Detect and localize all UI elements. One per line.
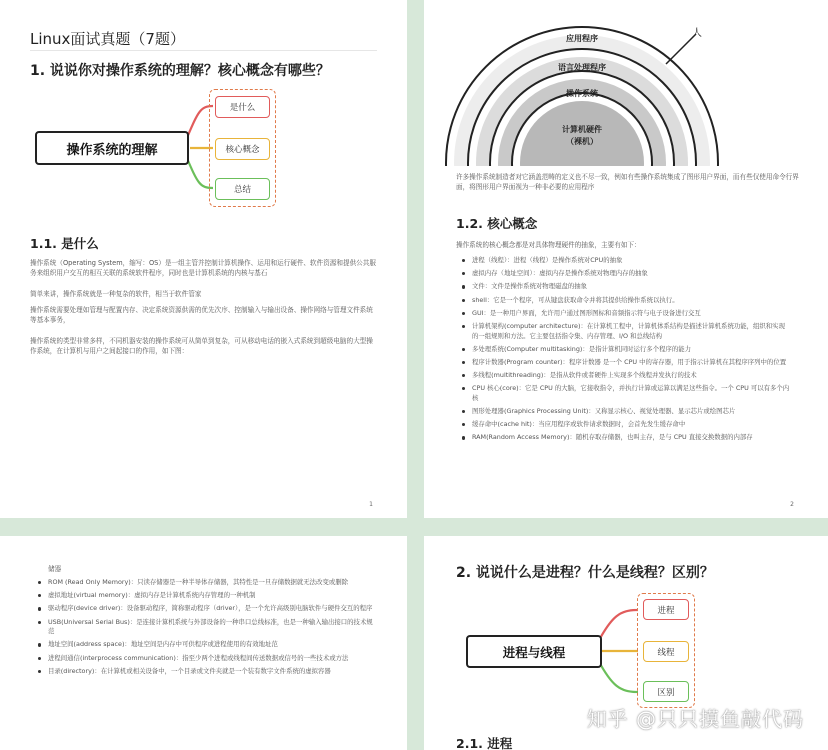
person-label: 人: [692, 28, 702, 39]
mindmap-center-node: 进程与线程: [466, 635, 602, 668]
continued-text: 储器: [48, 565, 62, 573]
page-3: [0, 536, 407, 750]
question-2-title: 2. 说说什么是进程？什么是线程？区别？: [456, 565, 714, 581]
layer-language-processors: 语言处理程序: [558, 63, 606, 72]
concept-list-continued: [36, 578, 376, 680]
list-item: CPU 核心(core)：它是 CPU 的大脑，它接收指令，并执行计算或运算以满足这些指令。一个 CPU 可以有多个内核: [460, 384, 790, 403]
intro: 操作系统的核心概念都是对具体物理硬件的抽象，主要有如下：: [456, 241, 641, 249]
list-item: 多线程(multithreading)：是指从软件或者硬件上实现多个线程并发执行的技术: [460, 371, 790, 381]
paragraph: 操作系统的类型非常多样，不同机器安装的操作系统可从简单到复杂，可从移动电话的嵌入式系统到超级电脑的大型操作系统，在计算机与用户之间起接口的作用，如下图：: [30, 337, 373, 355]
mindmap-connectors: [0, 0, 407, 230]
doc-title: Linux面试真题（7题）: [30, 30, 185, 48]
mindmap-node-process: 进程: [643, 599, 689, 620]
mindmap-node-thread: 线程: [643, 641, 689, 662]
os-layer-diagram: [424, 0, 828, 170]
page-1: [0, 0, 407, 518]
list-item: ROM (Read Only Memory)：只读存储器是一种半导体存储器，其特性是一旦存储数据就无法改变或删除: [36, 578, 376, 588]
mindmap-node-concepts: 核心概念: [215, 138, 270, 160]
list-item: 多处理系统(Computer multitasking)：是指计算机同时运行多个程序的能力: [460, 345, 790, 355]
paragraph: 操作系统需要处理如管理与配置内存、决定系统资源供需的优先次序、控制输入与输出设备、操作网络与管理文件系统等基本事务，: [30, 306, 373, 324]
page-4: [424, 536, 828, 750]
page-2: [424, 0, 828, 518]
list-item: 驱动程序(device driver)：设备驱动程序，简称驱动程序（driver），是一个允许高级别电脑软件与硬件交互的程序: [36, 604, 376, 614]
section-2-1-title: 2.1. 进程: [456, 736, 513, 750]
caption: 许多操作系统制造者对它涵盖范畴的定义也不尽一致，例如有些操作系统集成了图形用户界面，而有些仅使用命令行界面，将图形用户界面视为一种非必要的应用程序: [456, 173, 799, 191]
question-1-title: 1. 说说你对操作系统的理解？核心概念有哪些？: [30, 63, 330, 79]
mindmap-center-node: 操作系统的理解: [35, 131, 189, 165]
mindmap-node-difference: 区别: [643, 681, 689, 702]
list-item: USB(Universal Serial Bus)：是连接计算机系统与外部设备的一种串口总线标准，也是一种输入输出接口的技术规范: [36, 618, 376, 637]
list-item: shell：它是一个程序，可从键盘获取命令并将其提供给操作系统以执行。: [460, 296, 790, 306]
list-item: RAM(Random Access Memory)：随机存取存储器，也叫主存，是与 CPU 直接交换数据的内部存: [460, 433, 790, 443]
list-item: 计算机架构(computer architecture)：在计算机工程中，计算机体系结构是描述计算机系统功能，组织和实现的一组规则和方法。它主要包括指令集、内存管理、I/O 和总线结构: [460, 322, 790, 341]
page-number: 1: [369, 501, 373, 508]
paragraph: 简单来讲，操作系统就是一种复杂的软件，相当于软件管家: [30, 290, 202, 298]
list-item: 虚拟内存（地址空间）：虚拟内存是操作系统对物理内存的抽象: [460, 269, 790, 279]
list-item: 地址空间(address space)：地址空间是内存中可供程序或进程使用的有效地址范: [36, 640, 376, 650]
list-item: 虚拟地址(virtual memory)：虚拟内存是计算机系统内存管理的一种机制: [36, 591, 376, 601]
list-item: 进程（线程）：进程（线程）是操作系统对CPU的抽象: [460, 256, 790, 266]
layer-bare-metal: （裸机）: [566, 137, 598, 146]
paragraph: 操作系统（Operating System，缩写：OS）是一组主管并控制计算机操作、运用和运行硬件、软件资源和提供公共服务来组织用户交互的相互关联的系统软件程序，同时也是计算机系统的内核与基石: [30, 259, 376, 277]
layer-hardware: 计算机硬件: [562, 125, 602, 134]
mindmap-node-summary: 总结: [215, 178, 270, 200]
section-1-1-title: 1.1. 是什么: [30, 236, 99, 251]
section-1-2-title: 1.2. 核心概念: [456, 216, 538, 231]
concept-list: [460, 256, 790, 447]
list-item: 图形处理器(Graphics Processing Unit)：又称显示核心、视觉处理器、显示芯片或绘图芯片: [460, 407, 790, 417]
zhihu-watermark: 知乎 @只只摸鱼敲代码: [586, 707, 804, 731]
list-item: 目录(directory)：在计算机或相关设备中，一个目录或文件夹就是一个装有数字文件系统的虚拟容器: [36, 667, 376, 677]
layer-applications: 应用程序: [566, 34, 598, 43]
list-item: 缓存命中(cache hit)：当应用程序或软件请求数据时，会首先发生缓存命中: [460, 420, 790, 430]
page-number: 2: [790, 501, 794, 508]
layer-operating-system: 操作系统: [566, 89, 598, 98]
list-item: GUI：是一种用户界面，允许用户通过图形图标和音频指示符与电子设备进行交互: [460, 309, 790, 319]
list-item: 程序计数器(Program counter)：程序计数器 是一个 CPU 中的寄存器，用于指示计算机在其程序序列中的位置: [460, 358, 790, 368]
mindmap-node-what: 是什么: [215, 96, 270, 118]
list-item: 文件：文件是操作系统对物理磁盘的抽象: [460, 282, 790, 292]
list-item: 进程间通信(interprocess communication)：指至少两个进程或线程间传送数据或信号的一些技术或方法: [36, 654, 376, 664]
